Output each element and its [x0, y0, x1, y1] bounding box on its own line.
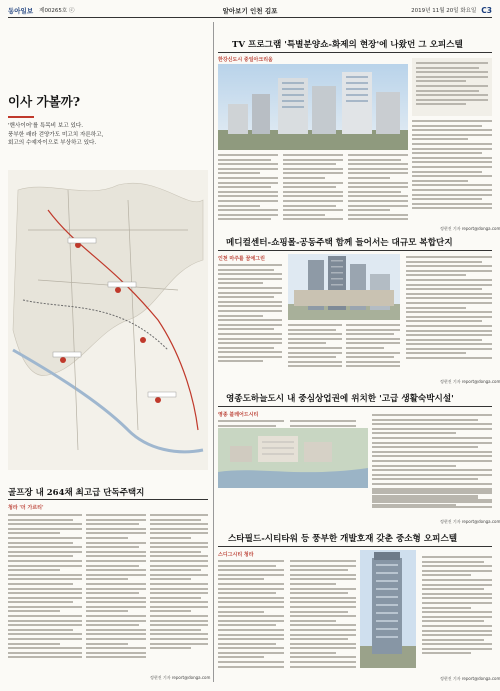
feature-lead [8, 122, 148, 148]
lead-line: 회고의 수예자이으로 부상하고 있다. [8, 140, 97, 147]
article4-body-col2 [290, 560, 356, 676]
article3-rule [218, 406, 492, 407]
article3-body-col4 [372, 490, 492, 516]
map-article-byline: 정현진 기자 report@donga.com [150, 675, 211, 680]
article4-tag: 스디그시티 청라 [218, 552, 254, 558]
article4-photo [360, 550, 416, 668]
article1-body-col4 [412, 120, 492, 224]
article2-byline: 정현진 기자 report@donga.com [440, 379, 500, 384]
map-rule [8, 499, 208, 500]
region-map [8, 170, 208, 470]
article1-sidebar-text [412, 58, 492, 116]
issue-number: 제00265호 ⓒ [39, 8, 75, 14]
article1-body-col3 [348, 154, 408, 230]
newspaper-brand: 동아일보 [8, 6, 34, 15]
article4-headline: 스타필드-시티타워 등 풍부한 개발호재 갖춘 중소형 오피스텔 [228, 534, 458, 544]
article3-tag: 영종 블레어드시티 [218, 412, 259, 418]
page-header [8, 4, 492, 16]
column-divider [213, 22, 214, 682]
article2-body-col3 [346, 324, 400, 376]
feature-question-title: 이사 가볼까? [8, 94, 81, 109]
article1-tag: 한강신도시 중일아크리움 [218, 57, 273, 63]
article1-rule [218, 52, 492, 53]
article4-body-col1 [218, 560, 284, 676]
issue-date: 2019년 11월 20일 화요일 [411, 8, 477, 14]
article2-rule [218, 250, 492, 251]
accent-bar [8, 116, 34, 118]
article2-body-col1 [218, 264, 282, 376]
article4-byline: 정현진 기자 report@donga.com [440, 676, 500, 681]
article3-aerial-photo [218, 428, 368, 488]
article2-headline: 메디컬센터-쇼핑몰-공동주택 함께 들어서는 대규모 복합단지 [226, 238, 453, 248]
article2-body-col4 [406, 256, 492, 376]
article1-photo [218, 64, 408, 150]
map-article-headline: 골프장 내 264채 최고급 단독주택지 [8, 488, 145, 498]
article1-body-col2 [283, 154, 343, 230]
map-article-tag: 청라 '더 가르티' [8, 505, 44, 511]
article1-headline: TV 프로그램 '특별분양쇼-화제의 현장'에 나왔던 그 오피스텔 [232, 40, 463, 50]
lead-line: 풍부한 래라 걷양가도 미고치 자른하고, [8, 131, 104, 138]
article3-headline: 영종도하늘도시 내 중심상업권에 위치한 '고급 생활숙박시설' [226, 394, 454, 404]
page-number: C3 [481, 5, 492, 15]
header-rule [8, 17, 492, 18]
article1-byline: 정현진 기자 report@donga.com [440, 226, 500, 231]
section-title: 알아보기 인천 김포 [222, 6, 278, 15]
article2-tag: 인천 마주를 꿈에그린 [218, 256, 265, 262]
map-article-body-col3 [150, 514, 208, 664]
article3-byline: 정현진 기자 report@donga.com [440, 519, 500, 524]
article1-body-col1 [218, 154, 278, 230]
article2-body-col2 [288, 324, 342, 376]
article4-body-col3 [422, 556, 492, 668]
article2-photo [288, 254, 400, 320]
article4-rule [218, 546, 492, 547]
map-article-body-col2 [86, 514, 146, 674]
lead-line: '핸사이어'를 특목비 보고 있다. [8, 123, 84, 129]
map-article-body-col1 [8, 514, 82, 674]
